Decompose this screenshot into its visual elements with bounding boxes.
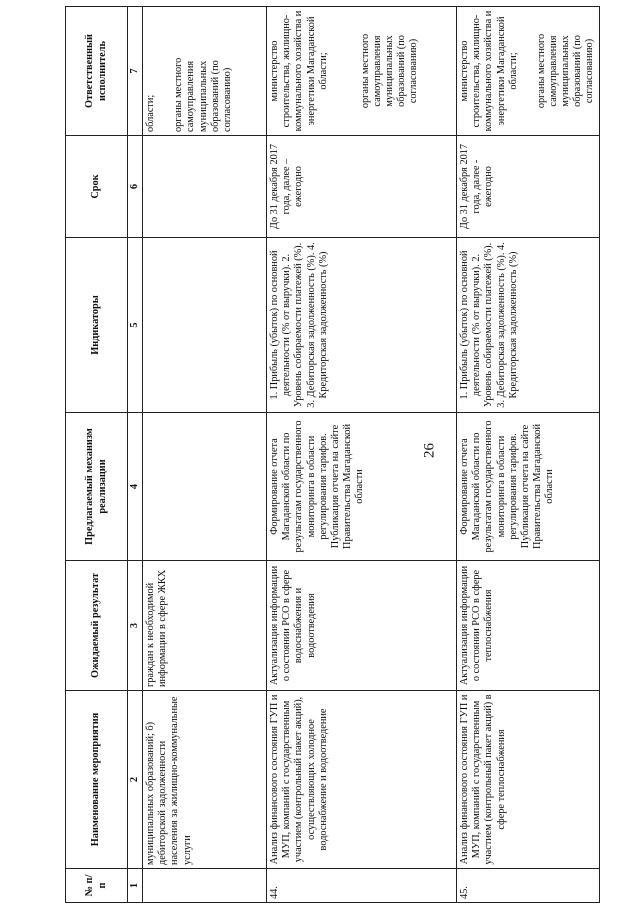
header-mechanism: Предлагаемый механизм реализации: [66, 413, 128, 561]
activity-cell: муниципальных образований; б) дебиторской задолженности населения за жилищно-коммунальные услуги: [143, 691, 267, 869]
rotated-table-container: [65, 7, 596, 903]
row-number: 45.: [457, 869, 599, 903]
column-number-row: [128, 7, 143, 903]
responsible-ministry: министерство строительства, жилищно-коммунального хозяйства и энергетики Магаданской области;: [269, 10, 329, 132]
row-number: [143, 869, 267, 903]
responsible-local: органы местного самоуправления муниципальных образований (по согласованию): [173, 57, 233, 132]
responsible-cell: [457, 7, 599, 136]
header-indicators: Индикаторы: [66, 238, 128, 413]
column-number: 7: [128, 7, 143, 136]
indicators-cell: 1. Прибыль (убыток) по основной деятельности (% от выручки). 2. Уровень собираемости платежей (%). 3. Дебиторская задолженность (%). 4. Кредиторская задолженность (%): [457, 238, 599, 413]
result-cell: Актуализация информации о состоянии РСО в сфере теплоснабжения: [457, 561, 599, 691]
mechanism-cell: Формирование отчета Магаданской области по результатам государственного мониторинга в области регулирования тарифов. Публикация отчета на сайте Правительства Магаданской области: [267, 413, 457, 561]
activity-cell: Анализ финансового состояния ГУП и МУП, компаний с государственным участием (контрольный пакет акций), осуществляющих холодное водоснабжение и водоотведение: [267, 691, 457, 869]
result-cell: Актуализация информации о состоянии РСО в сфере водоснабжения и водоотведения: [267, 561, 457, 691]
column-number: 1: [128, 869, 143, 903]
responsible-ministry: министерство строительства, жилищно-коммунального хозяйства и энергетики Магаданской области;: [459, 10, 519, 132]
responsible-ministry: области;: [145, 94, 157, 132]
responsible-cell: [267, 7, 457, 136]
header-deadline: Срок: [66, 136, 128, 238]
responsible-local: органы местного самоуправления муниципальных образований (по согласованию): [535, 33, 596, 109]
table-row: [267, 7, 457, 903]
deadline-cell: [143, 136, 267, 238]
indicators-cell: [143, 238, 267, 413]
responsible-cell: [143, 7, 267, 136]
result-cell: граждан к необходимой информации в сфере ЖКХ: [143, 561, 267, 691]
deadline-cell: До 31 декабря 2017 года, далее - ежегодно: [457, 136, 599, 238]
column-number: 2: [128, 691, 143, 869]
page-number: 26: [421, 443, 438, 458]
header-responsible: Ответственный исполнитель: [66, 7, 128, 136]
column-number: 6: [128, 136, 143, 238]
header-row: [66, 7, 128, 903]
measures-table: [65, 6, 600, 903]
column-number: 3: [128, 561, 143, 691]
column-number: 4: [128, 413, 143, 561]
header-result: Ожидаемый результат: [66, 561, 128, 691]
header-num: № п/п: [66, 869, 128, 903]
deadline-cell: До 31 декабря 2017 года, далее – ежегодно: [267, 136, 457, 238]
header-activity: Наименование мероприятия: [66, 691, 128, 869]
column-number: 5: [128, 238, 143, 413]
indicators-cell: 1. Прибыль (убыток) по основной деятельности (% от выручки). 2. Уровень собираемости платежей (%). 3. Дебиторская задолженность (%). 4. Кредиторская задолженность (%): [267, 238, 457, 413]
responsible-local: органы местного самоуправления муниципальных образований (по согласованию): [359, 33, 420, 109]
mechanism-cell: [143, 413, 267, 561]
mechanism-cell: Формирование отчета Магаданской области по результатам государственного мониторинга в области регулирования тарифов. Публикация отчета на сайте Правительства Магаданской области: [457, 413, 599, 561]
row-number: 44.: [267, 869, 457, 903]
table-row: [143, 7, 267, 903]
table-row: [457, 7, 599, 903]
activity-cell: Анализ финансового состояния ГУП и МУП, компаний с государственным участием (контрольный пакет акций) в сфере теплоснабжения: [457, 691, 599, 869]
